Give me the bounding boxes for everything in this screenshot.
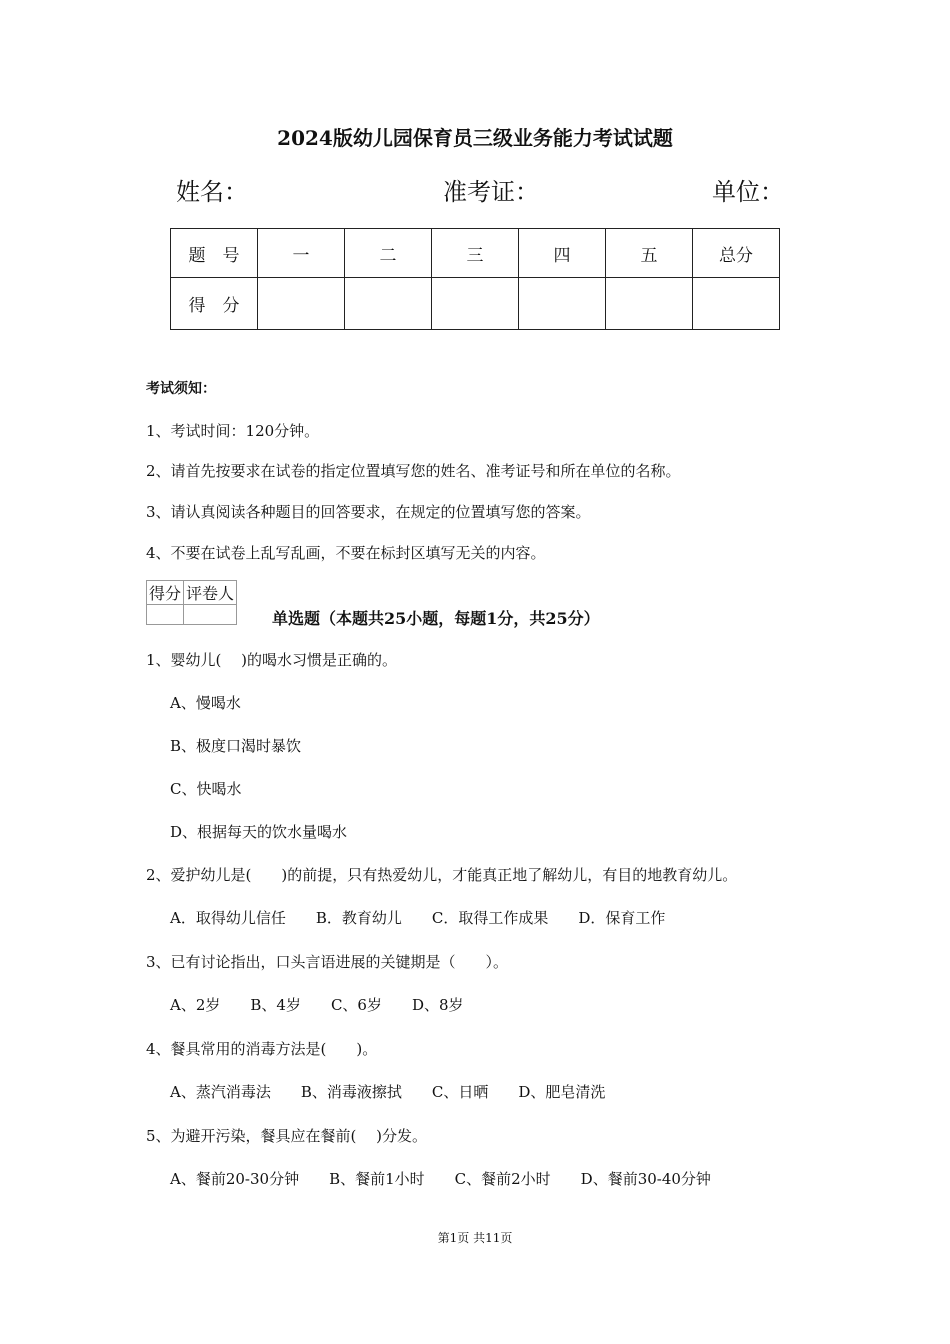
question-stem: 4、餐具常用的消毒方法是( )。 bbox=[146, 1040, 378, 1058]
question-options: A、蒸汽消毒法 B、消毒液擦拭 C、日晒 D、肥皂清洗 bbox=[170, 1083, 606, 1101]
grader-score-cell[interactable] bbox=[147, 605, 184, 625]
notice-item: 3、请认真阅读各种题目的回答要求，在规定的位置填写您的答案。 bbox=[146, 503, 591, 521]
score-cell[interactable] bbox=[519, 278, 606, 330]
page-title: 2024版幼儿园保育员三级业务能力考试试题 bbox=[277, 126, 673, 150]
grader-name-label: 评卷人 bbox=[184, 581, 237, 605]
score-row-label: 得 分 bbox=[171, 278, 258, 330]
question-stem: 5、为避开污染，餐具应在餐前( )分发。 bbox=[146, 1127, 428, 1145]
notice-item: 4、不要在试卷上乱写乱画，不要在标封区填写无关的内容。 bbox=[146, 544, 546, 562]
section-heading: 单选题（本题共25小题，每题1分，共25分） bbox=[272, 609, 600, 628]
question-stem: 2、爱护幼儿是( )的前提，只有热爱幼儿，才能真正地了解幼儿，有目的地教育幼儿。 bbox=[146, 866, 738, 884]
score-cell[interactable] bbox=[432, 278, 519, 330]
grader-box bbox=[146, 580, 237, 625]
question-stem: 3、已有讨论指出，口头言语进展的关键期是（ ）。 bbox=[146, 953, 509, 971]
header-cell: 题 号 bbox=[171, 229, 258, 278]
score-cell[interactable] bbox=[693, 278, 780, 330]
question-option: A、慢喝水 bbox=[170, 694, 241, 712]
question-options: A、2岁 B、4岁 C、6岁 D、8岁 bbox=[170, 996, 464, 1014]
page-footer: 第1页 共11页 bbox=[437, 1231, 513, 1245]
header-cell: 总分 bbox=[693, 229, 780, 278]
grader-name-cell[interactable] bbox=[184, 605, 237, 625]
question-option: C、快喝水 bbox=[170, 780, 242, 798]
score-cell[interactable] bbox=[258, 278, 345, 330]
notice-item: 2、请首先按要求在试卷的指定位置填写您的姓名、准考证号和所在单位的名称。 bbox=[146, 462, 681, 480]
header-cell: 一 bbox=[258, 229, 345, 278]
ticket-field-label: 准考证： bbox=[443, 178, 539, 206]
score-cell[interactable] bbox=[606, 278, 693, 330]
header-cell: 四 bbox=[519, 229, 606, 278]
header-cell: 五 bbox=[606, 229, 693, 278]
name-field-label: 姓名： bbox=[176, 178, 248, 206]
unit-field-label: 单位： bbox=[712, 178, 784, 206]
question-option: B、极度口渴时暴饮 bbox=[170, 737, 302, 755]
score-cell[interactable] bbox=[345, 278, 432, 330]
question-options: A．取得幼儿信任 B．教育幼儿 C．取得工作成果 D．保育工作 bbox=[170, 909, 666, 927]
grader-score-label: 得分 bbox=[147, 581, 184, 605]
header-cell: 三 bbox=[432, 229, 519, 278]
question-stem: 1、婴幼儿( )的喝水习惯是正确的。 bbox=[146, 651, 398, 669]
notice-title: 考试须知： bbox=[146, 381, 216, 397]
question-options: A、餐前20-30分钟 B、餐前1小时 C、餐前2小时 D、餐前30-40分钟 bbox=[170, 1170, 711, 1188]
header-cell: 二 bbox=[345, 229, 432, 278]
notice-item: 1、考试时间：120分钟。 bbox=[146, 422, 320, 440]
question-option: D、根据每天的饮水量喝水 bbox=[170, 823, 348, 841]
score-table-score-row bbox=[171, 278, 780, 330]
score-table-header-row bbox=[171, 229, 780, 278]
score-table bbox=[170, 228, 780, 330]
